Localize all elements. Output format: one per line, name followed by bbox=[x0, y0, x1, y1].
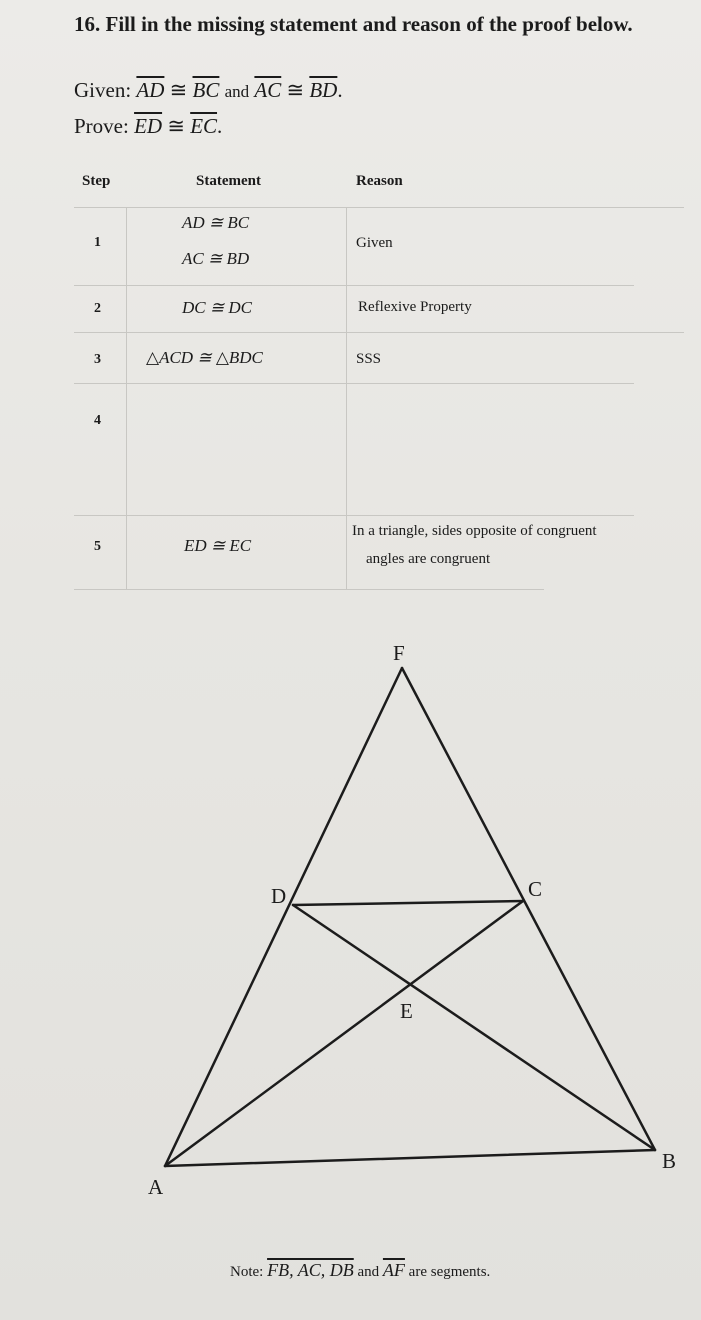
prove-period: . bbox=[217, 114, 223, 138]
statement-2: DC ≅ DC bbox=[182, 298, 252, 317]
point-label-d: D bbox=[271, 884, 287, 908]
note-and: and bbox=[357, 1264, 380, 1280]
given-segment-ad: $\overline{AD}$ bbox=[136, 78, 165, 102]
note-segment-af: $\overline{AF}$ bbox=[382, 1260, 405, 1280]
statement-3: △ACD ≅ △BDC bbox=[146, 348, 263, 367]
step-number: 3 bbox=[94, 352, 101, 367]
point-label-c: C bbox=[528, 877, 543, 901]
given-segment-bc: $\overline{BC}$ bbox=[192, 78, 220, 102]
header-reason: Reason bbox=[356, 173, 403, 189]
segment-fb bbox=[402, 668, 655, 1150]
header-statement: Statement bbox=[196, 173, 261, 189]
segment-af bbox=[165, 668, 402, 1166]
header-step: Step bbox=[82, 173, 111, 189]
note-segments: FB, AC, DB bbox=[267, 1260, 354, 1280]
prove-segment-ec: $\overline{EC}$ bbox=[190, 114, 218, 138]
reason-2: Reflexive Property bbox=[358, 299, 472, 315]
point-label-a: A bbox=[148, 1175, 164, 1199]
congruent-symbol: ≅ bbox=[169, 78, 188, 102]
prove-segment-ed: $\overline{ED}$ bbox=[134, 114, 163, 138]
point-label-f: F bbox=[393, 641, 405, 665]
question-title: 16. Fill in the missing statement and reason of the proof below. bbox=[74, 12, 633, 36]
statement-1b: AC ≅ BD bbox=[182, 249, 250, 268]
point-label-e: E bbox=[400, 999, 413, 1023]
reason-5-line1: In a triangle, sides opposite of congruent bbox=[352, 523, 597, 539]
step-number: 2 bbox=[94, 301, 101, 316]
note-suffix: are segments. bbox=[408, 1264, 491, 1280]
given-segment-bd: $\overline{BD}$ bbox=[309, 78, 338, 102]
step-number: 4 bbox=[94, 413, 101, 428]
note-prefix: Note: bbox=[230, 1264, 264, 1280]
reason-5-line2: angles are congruent bbox=[366, 551, 491, 567]
reason-1: Given bbox=[356, 235, 393, 251]
prove-label: Prove: bbox=[74, 114, 129, 138]
given-and: and bbox=[224, 82, 250, 101]
segment-db bbox=[293, 905, 655, 1150]
congruent-symbol: ≅ bbox=[286, 78, 305, 102]
segment-ab bbox=[165, 1150, 655, 1166]
given-period: . bbox=[337, 78, 343, 102]
given-label: Given: bbox=[74, 78, 132, 102]
step-number: 1 bbox=[94, 235, 101, 250]
given-segment-ac: $\overline{AC}$ bbox=[254, 78, 282, 102]
statement-1a: AD ≅ BC bbox=[182, 213, 250, 232]
segment-dc bbox=[293, 901, 523, 905]
step-number: 5 bbox=[94, 539, 101, 554]
figure-note bbox=[230, 1260, 490, 1281]
reason-3: SSS bbox=[356, 351, 382, 367]
statement-5: ED ≅ EC bbox=[184, 536, 252, 555]
point-label-b: B bbox=[662, 1149, 677, 1173]
congruent-symbol: ≅ bbox=[167, 114, 185, 138]
